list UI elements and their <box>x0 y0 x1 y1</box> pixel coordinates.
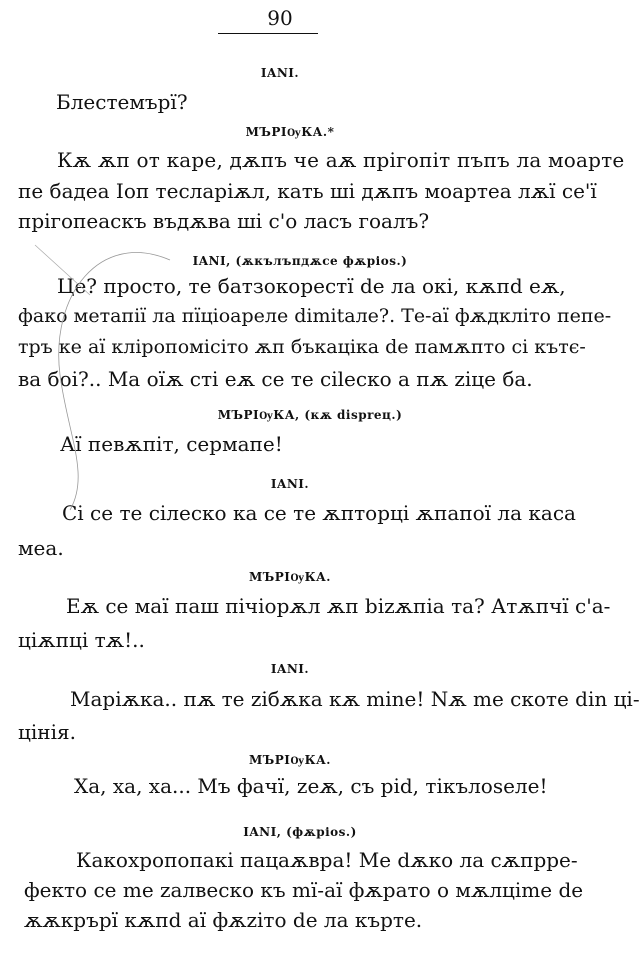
speaker-heading: IANI, (фѫріоѕ.) <box>243 825 357 839</box>
page-number: 90 <box>267 6 293 30</box>
text-line: ва боі?.. Ма оїѫ сті еѫ се те сіlеско а пѫ ziце ба. <box>18 367 533 391</box>
text-line: Маріѫка.. пѫ те zібѫка кѫ mine! Nѫ me скоте din ці- <box>70 687 640 711</box>
text-line: прігопеаскъ въдѫва ші с'о ласъ гоалъ? <box>18 209 430 233</box>
text-line: Сі се те сілеско ка се те ѫпторці ѫпапої ла каса <box>62 501 576 525</box>
text-line: цінія. <box>18 720 76 744</box>
text-line: Аї певѫпіт, сермапе! <box>60 432 283 456</box>
text-line: пе бадеа Іоп тесларіѫл, кать ші дѫпъ моартеа лѫї се'ї <box>18 179 597 203</box>
text-line: Какохропопакі пацаѫвра! Ме dѫко ла сѫпрре- <box>76 848 578 872</box>
text-line: ѫѫкрърї кѫпd аї фѫzіто de ла кърте. <box>24 908 423 932</box>
speaker-heading: IANI. <box>260 66 300 80</box>
speaker-heading: IANI. <box>270 477 310 491</box>
text-line: ціѫпці тѫ!.. <box>18 628 145 652</box>
text-line: Ха, ха, ха... Мъ фачї, zеѫ, съ рid, тікълоѕеле! <box>74 774 548 798</box>
text-line: Блестемърї? <box>56 90 188 114</box>
speaker-heading: IANI, (ѫкълъпдѫсе фѫріоѕ.) <box>192 254 408 268</box>
speaker-heading: МЪРІѸКА, (кѫ dispreц.) <box>217 408 403 422</box>
text-line: меа. <box>18 536 64 560</box>
speaker-heading: МЪРІѸКА.* <box>245 125 335 139</box>
text-line: Еѫ се маї паш пічіорѫл ѫп bizѫпіа та? Атѫпчї с'а- <box>66 594 611 618</box>
text-line: тръ ке аї кліропомісіто ѫп бъкаціка de памѫпто сі кътє- <box>18 336 586 358</box>
text-line: фако метапії ла пїціоареле dimitале?. Те-аї фѫдкліто пепе- <box>18 305 612 327</box>
speaker-heading: IANI. <box>270 662 310 676</box>
speaker-heading: МЪРІѸКА. <box>249 753 331 767</box>
text-line: Кѫ ѫп от каре, дѫпъ че аѫ прігопіт пъпъ ла моарте <box>57 148 625 172</box>
speaker-heading: МЪРІѸКА. <box>249 570 331 584</box>
header-rule <box>218 33 318 34</box>
text-line: Це? просто, те батзокорестї de ла окі, кѫпd еѫ, <box>57 274 566 298</box>
text-line: фекто се me zалвеско къ mї-аї фѫрато о мѫлціme de <box>24 878 584 902</box>
